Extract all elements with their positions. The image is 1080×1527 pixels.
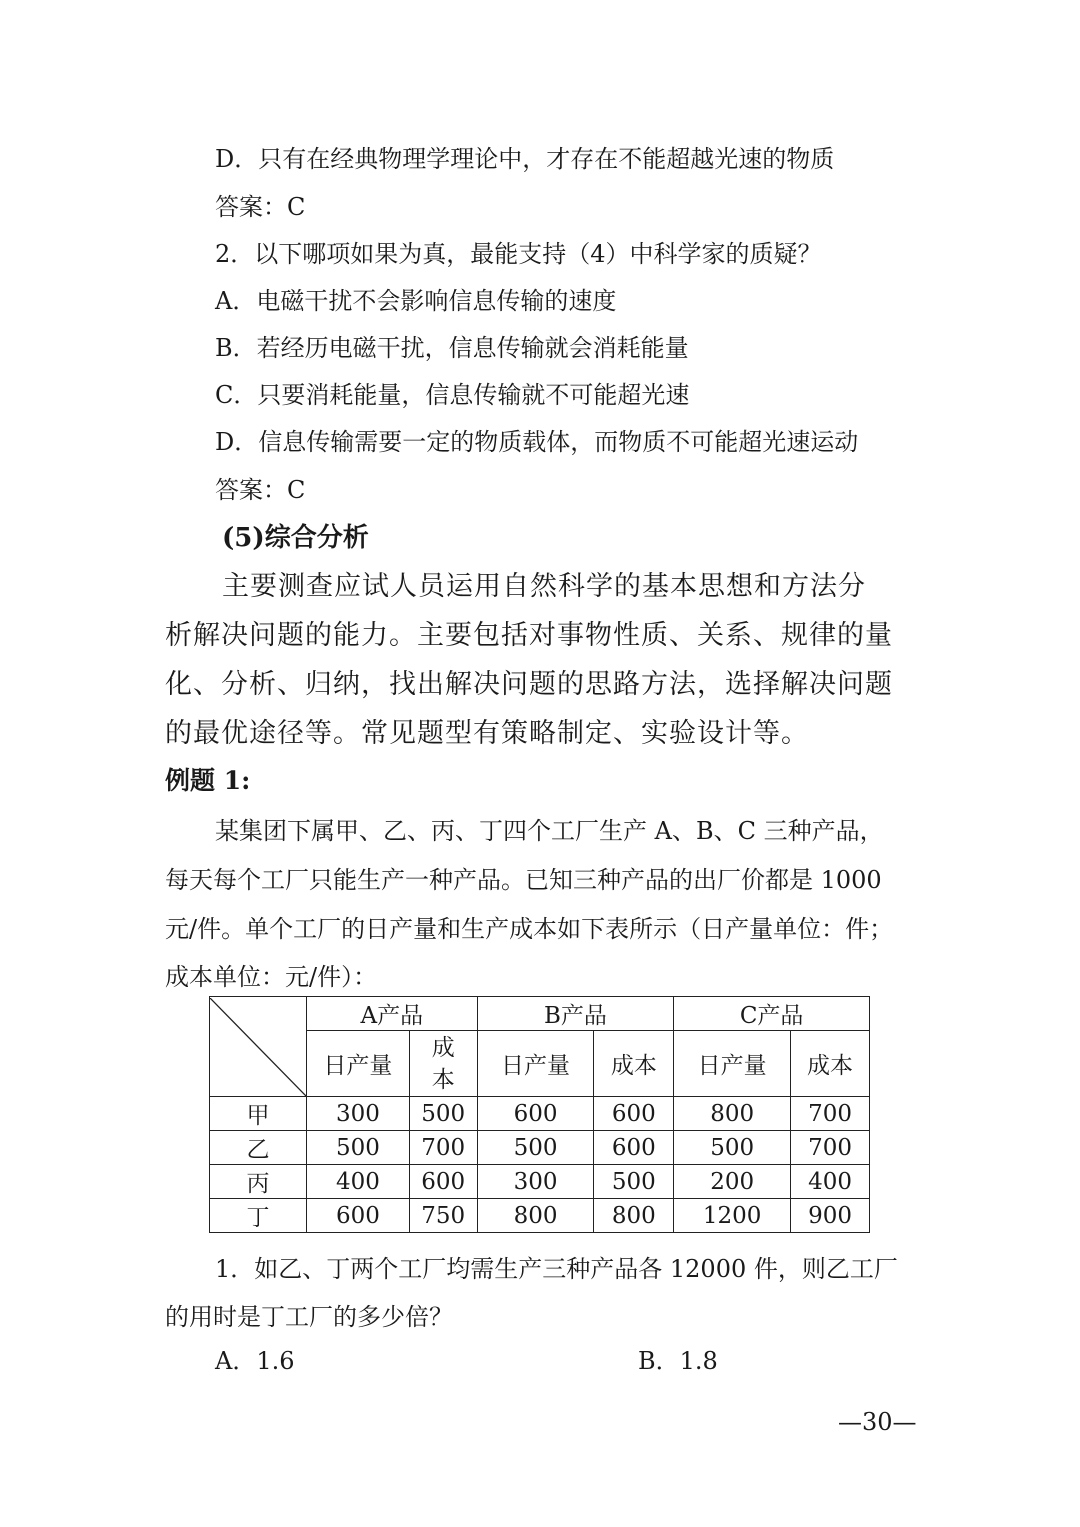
example-intro-line: 某集团下属甲、乙、丙、丁四个工厂生产 A、B、C 三种产品， bbox=[215, 817, 884, 845]
table-cell: 800 bbox=[477, 1199, 594, 1233]
table-cell: 400 bbox=[307, 1165, 410, 1199]
table-cell: 300 bbox=[307, 1097, 410, 1131]
q2-option-b: B．若经历电磁干扰，信息传输就会消耗能量 bbox=[215, 334, 689, 362]
table-cell: 600 bbox=[477, 1097, 594, 1131]
header-product-a: A产品 bbox=[307, 997, 478, 1031]
header-output-b: 日产量 bbox=[477, 1031, 594, 1097]
header-product-b: B产品 bbox=[477, 997, 674, 1031]
table-cell: 600 bbox=[594, 1097, 674, 1131]
table-cell: 700 bbox=[791, 1131, 870, 1165]
q2-option-d: D．信息传输需要一定的物质载体，而物质不可能超光速运动 bbox=[215, 428, 859, 456]
q2-option-a: A．电磁干扰不会影响信息传输的速度 bbox=[215, 287, 617, 315]
table-row bbox=[210, 1199, 870, 1233]
header-cost-b: 成本 bbox=[594, 1031, 674, 1097]
q2-stem: 2．以下哪项如果为真，最能支持（4）中科学家的质疑？ bbox=[215, 240, 822, 268]
table-corner bbox=[210, 997, 307, 1097]
q1-option-d: D．只有在经典物理学理论中，才存在不能超越光速的物质 bbox=[215, 145, 835, 173]
section-desc-line: 析解决问题的能力。主要包括对事物性质、关系、规律的量 bbox=[165, 620, 893, 651]
question-stem-line: 1．如乙、丁两个工厂均需生产三种产品各 12000 件，则乙工厂 bbox=[215, 1255, 898, 1283]
table-row bbox=[210, 1165, 870, 1199]
table-cell: 700 bbox=[409, 1131, 477, 1165]
q2-answer: 答案：C bbox=[215, 476, 306, 504]
section-desc-line: 的最优途径等。常见题型有策略制定、实验设计等。 bbox=[165, 718, 809, 749]
table-cell: 600 bbox=[409, 1165, 477, 1199]
factory-label: 乙 bbox=[210, 1131, 307, 1165]
table-row bbox=[210, 1131, 870, 1165]
header-cost-a-bottom: 本 bbox=[431, 1066, 455, 1093]
production-table bbox=[209, 996, 870, 1233]
table-cell: 500 bbox=[307, 1131, 410, 1165]
table-row bbox=[210, 1097, 870, 1131]
header-product-c: C产品 bbox=[674, 997, 870, 1031]
table-cell: 600 bbox=[307, 1199, 410, 1233]
table-cell: 200 bbox=[674, 1165, 791, 1199]
header-output-a: 日产量 bbox=[307, 1031, 410, 1097]
table-cell: 900 bbox=[791, 1199, 870, 1233]
table-cell: 300 bbox=[477, 1165, 594, 1199]
q2-option-c: C．只要消耗能量，信息传输就不可能超光速 bbox=[215, 381, 690, 409]
table-cell: 500 bbox=[594, 1165, 674, 1199]
factory-label: 丙 bbox=[210, 1165, 307, 1199]
header-cost-a bbox=[409, 1031, 477, 1097]
diagonal-line bbox=[210, 998, 307, 1097]
header-cost-a-top: 成 bbox=[431, 1034, 455, 1061]
header-cost-c: 成本 bbox=[791, 1031, 870, 1097]
option-b: B．1.8 bbox=[638, 1347, 718, 1375]
option-a: A．1.6 bbox=[215, 1347, 295, 1375]
section-title: (5)综合分析 bbox=[222, 523, 369, 553]
table-cell: 400 bbox=[791, 1165, 870, 1199]
table-cell: 500 bbox=[674, 1131, 791, 1165]
question-stem-line: 的用时是丁工厂的多少倍？ bbox=[165, 1303, 453, 1331]
factory-label: 丁 bbox=[210, 1199, 307, 1233]
page-number: —30— bbox=[838, 1408, 917, 1436]
table-cell: 800 bbox=[594, 1199, 674, 1233]
table-cell: 600 bbox=[594, 1131, 674, 1165]
table-cell: 500 bbox=[409, 1097, 477, 1131]
section-desc-line: 化、分析、归纳，找出解决问题的思路方法，选择解决问题 bbox=[165, 669, 893, 700]
example-title: 例题 1: bbox=[165, 766, 251, 795]
table-cell: 800 bbox=[674, 1097, 791, 1131]
table-cell: 750 bbox=[409, 1199, 477, 1233]
example-intro-line: 元/件。单个工厂的日产量和生产成本如下表所示（日产量单位：件； bbox=[165, 915, 894, 943]
q1-answer: 答案：C bbox=[215, 193, 306, 221]
example-intro-line: 成本单位：元/件）： bbox=[165, 963, 378, 991]
section-desc-line: 主要测查应试人员运用自然科学的基本思想和方法分 bbox=[222, 571, 866, 602]
example-intro-line: 每天每个工厂只能生产一种产品。已知三种产品的出厂价都是 1000 bbox=[165, 866, 882, 894]
factory-label: 甲 bbox=[210, 1097, 307, 1131]
table-cell: 500 bbox=[477, 1131, 594, 1165]
table-cell: 700 bbox=[791, 1097, 870, 1131]
table-cell: 1200 bbox=[674, 1199, 791, 1233]
header-output-c: 日产量 bbox=[674, 1031, 791, 1097]
